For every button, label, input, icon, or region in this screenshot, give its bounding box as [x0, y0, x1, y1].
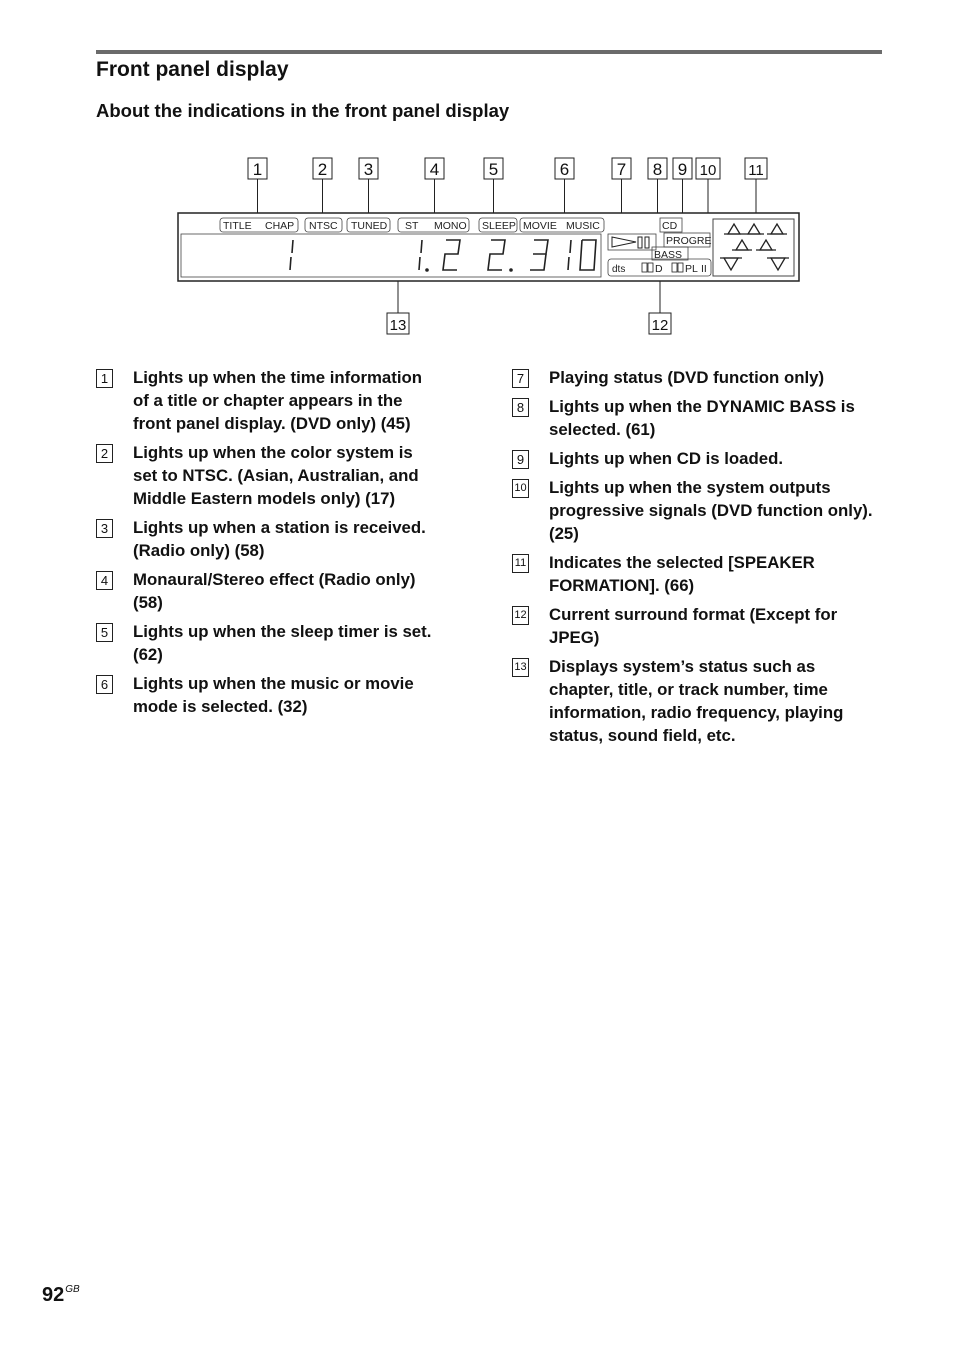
list-item [96, 568, 436, 614]
callout-12: 12 [651, 317, 669, 334]
callout-6: 6 [559, 160, 570, 179]
callout-13: 13 [389, 317, 407, 334]
indicator-ntsc: NTSC [309, 220, 338, 232]
item-number: 11 [512, 554, 529, 573]
indicator-pl-ii: II [701, 263, 707, 275]
list-item [96, 366, 436, 435]
callout-3: 3 [363, 160, 374, 179]
item-text: Lights up when the music or movie mode is selected. (32) [133, 674, 414, 716]
list-item [512, 603, 884, 649]
item-number: 2 [96, 444, 113, 463]
callout-7: 7 [616, 160, 627, 179]
item-number: 3 [96, 519, 113, 538]
callout-11: 11 [748, 162, 764, 179]
item-text: Displays system’s status such as chapter, title, or track number, time information, radio frequency, playing status, sound field, etc. [549, 657, 844, 745]
callout-9: 9 [677, 160, 688, 179]
indicator-music: MUSIC [566, 220, 600, 232]
item-number: 6 [96, 675, 113, 694]
indicator-sleep: SLEEP [482, 220, 516, 232]
list-item [96, 620, 436, 666]
page-number-value: 92 [42, 1284, 65, 1306]
item-text: Lights up when the sleep timer is set. (62) [133, 622, 432, 664]
item-number: 8 [512, 398, 529, 417]
list-item [512, 655, 884, 747]
callout-8: 8 [652, 160, 663, 179]
list-item [512, 551, 884, 597]
callout-4: 4 [429, 160, 440, 179]
list-item [512, 366, 884, 389]
item-number: 7 [512, 369, 529, 388]
item-text: Indicates the selected [SPEAKER FORMATION]. (66) [549, 553, 815, 595]
item-number: 5 [96, 623, 113, 642]
list-item [512, 476, 884, 545]
indicator-progre: PROGRE [666, 235, 712, 247]
item-text: Lights up when the color system is set to NTSC. (Asian, Australian, and Middle Eastern models only) (17) [133, 443, 419, 508]
item-number: 9 [512, 450, 529, 469]
list-item [96, 516, 436, 562]
indicator-dolby-digital: D [655, 263, 663, 275]
item-text: Playing status (DVD function only) [549, 368, 825, 387]
item-text: Lights up when a station is received. (Radio only) (58) [133, 518, 426, 560]
item-text: Lights up when the DYNAMIC BASS is selected. (61) [549, 397, 855, 439]
item-text: Lights up when CD is loaded. [549, 449, 784, 468]
indicator-movie: MOVIE [523, 220, 557, 232]
item-number: 10 [512, 479, 529, 498]
item-number: 13 [512, 658, 529, 677]
region-code: GB [65, 1284, 80, 1295]
indicator-bass: BASS [654, 249, 683, 261]
indicator-title: TITLE [223, 220, 252, 232]
indicator-cd: CD [662, 220, 678, 232]
item-text: Lights up when the system outputs progressive signals (DVD function only). (25) [549, 478, 873, 543]
item-number: 12 [512, 606, 529, 625]
indicator-pl: PL [685, 263, 698, 275]
item-number: 4 [96, 571, 113, 590]
front-panel-diagram [0, 0, 954, 345]
item-text: Lights up when the time information of a title or chapter appears in the front panel display. (DVD only) (45) [133, 368, 423, 433]
list-item [96, 672, 436, 718]
list-item [512, 395, 884, 441]
callout-5: 5 [488, 160, 499, 179]
callout-2: 2 [317, 160, 328, 179]
legend-list-right [512, 366, 884, 753]
callout-10: 10 [699, 162, 717, 179]
list-item [512, 447, 884, 470]
item-number: 1 [96, 369, 113, 388]
segment-readout-text: 1 1.2 2.3 10 [0, 0, 6, 1]
page-number [42, 1284, 80, 1307]
section-subtitle: About the indications in the front panel display [96, 100, 510, 121]
item-text: Monaural/Stereo effect (Radio only) (58) [133, 570, 416, 612]
legend-list-left [96, 366, 436, 724]
callout-1: 1 [252, 160, 263, 179]
indicator-st: ST [405, 220, 419, 232]
indicator-tuned: TUNED [351, 220, 388, 232]
item-text: Current surround format (Except for JPEG) [549, 605, 838, 647]
page-title: Front panel display [96, 58, 289, 81]
dts-logo-icon: dts [612, 264, 626, 275]
list-item [96, 441, 436, 510]
indicator-chap: CHAP [265, 220, 295, 232]
indicator-mono: MONO [434, 220, 467, 232]
